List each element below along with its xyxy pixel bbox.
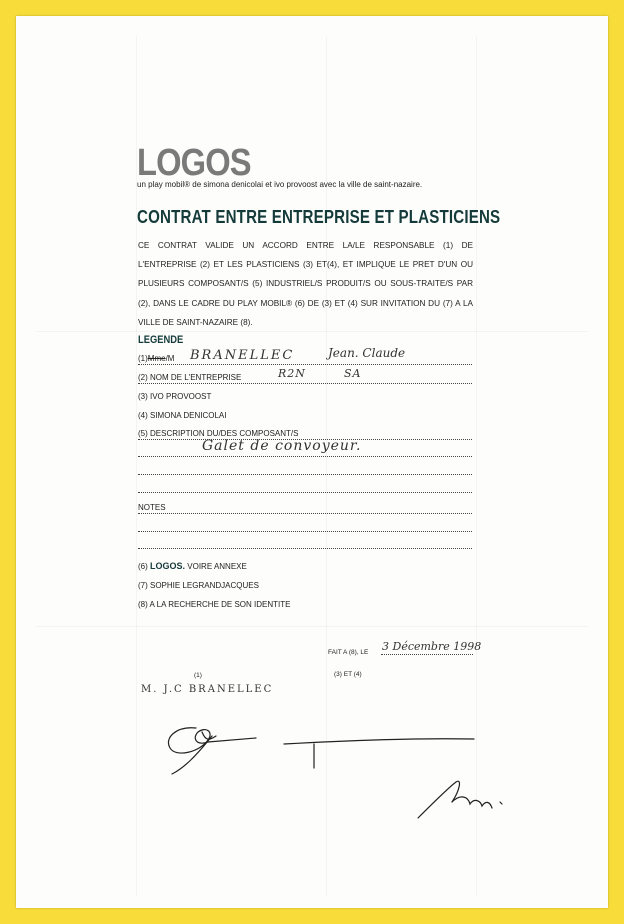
- signature-34-label: (3) ET (4): [334, 671, 362, 678]
- legend-item-1-prefix: (1): [138, 354, 148, 363]
- handwritten-component: Galet de convoyeur.: [202, 438, 362, 454]
- legend-item-8: (8) A LA RECHERCHE DE SON IDENTITE: [138, 600, 291, 609]
- legend-item-5-line: [138, 438, 472, 458]
- dotted-line: [138, 383, 472, 384]
- contract-sheet: [16, 16, 608, 908]
- legend-item-1: [138, 346, 472, 366]
- handwritten-signatory-name: M. J.C BRANELLEC: [141, 684, 274, 695]
- signature-1-label: (1): [194, 672, 202, 679]
- fold-line: [36, 626, 588, 627]
- legend-item-1-struck: Mme: [147, 354, 166, 363]
- signature-4-image: [418, 781, 502, 818]
- fait-label: FAIT A (8), LE: [328, 649, 369, 656]
- legend-item-2-label: (2) NOM DE L'ENTREPRISE: [138, 373, 242, 382]
- legend-item-1-rest: /M: [165, 354, 175, 363]
- legend-item-6: [138, 561, 472, 571]
- legend-item-5-label: (5) DESCRIPTION DU/DES COMPOSANT/S: [138, 429, 299, 438]
- legend-item-3: (3) IVO PROVOOST: [138, 392, 212, 401]
- handwritten-surname: BRANELLEC: [190, 348, 295, 363]
- intro-paragraph: CE CONTRAT VALIDE UN ACCORD ENTRE LA/LE RESPONSABLE (1) DE L'ENTREPRISE (2) ET LES PLASTICIENS (3) ET(4), ET IMPLIQUE LE PRET D'UN OU PLUSIEURS COMPOSANT/S (5) INDUSTRIEL/S PRODUIT/S OU SOUS-TRAITE/S PAR (2), DANS LE CADRE DU PLAY MOBIL® (6) DE (3) ET (4) SUR INVITATION DU (7) A LA VILLE DE SAINT-NAZAIRE (8).: [138, 241, 473, 327]
- legend-item-7: (7) SOPHIE LEGRANDJACQUES: [138, 581, 259, 590]
- dotted-line: [138, 521, 472, 533]
- legend-item-2: [138, 367, 472, 385]
- signatures: [156, 706, 536, 826]
- legend-item-6-rest: VOIRE ANNEXE: [187, 562, 247, 571]
- dotted-line: [138, 464, 472, 476]
- dotted-line: [138, 482, 472, 494]
- dotted-line: [138, 456, 472, 457]
- legend-heading: LEGENDE: [138, 334, 184, 346]
- contract-title: CONTRAT ENTRE ENTREPRISE ET PLASTICIENS: [137, 207, 501, 227]
- notes-row: [138, 503, 472, 515]
- legend-item-4: (4) SIMONA DENICOLAI: [138, 411, 227, 420]
- legend-item-6-prefix: (6): [138, 562, 148, 571]
- dotted-line: [138, 364, 472, 365]
- handwritten-date: 3 Décembre 1998: [382, 640, 482, 653]
- dotted-line: [138, 513, 472, 514]
- signature-1-image: [168, 728, 256, 774]
- logos-inline-logo: LOGOS.: [150, 561, 186, 571]
- signature-3-image: [284, 739, 474, 768]
- logos-logo: LOGOS: [137, 142, 251, 184]
- tagline: un play mobil® de simona denicolai et ivo provoost avec la ville de saint-nazaire.: [137, 180, 423, 189]
- handwritten-company-type: SA: [344, 367, 362, 380]
- handwritten-company: R2N: [278, 367, 306, 380]
- notes-label: NOTES: [138, 503, 166, 512]
- handwritten-firstname: Jean. Claude: [328, 346, 406, 360]
- dotted-line: [138, 538, 472, 550]
